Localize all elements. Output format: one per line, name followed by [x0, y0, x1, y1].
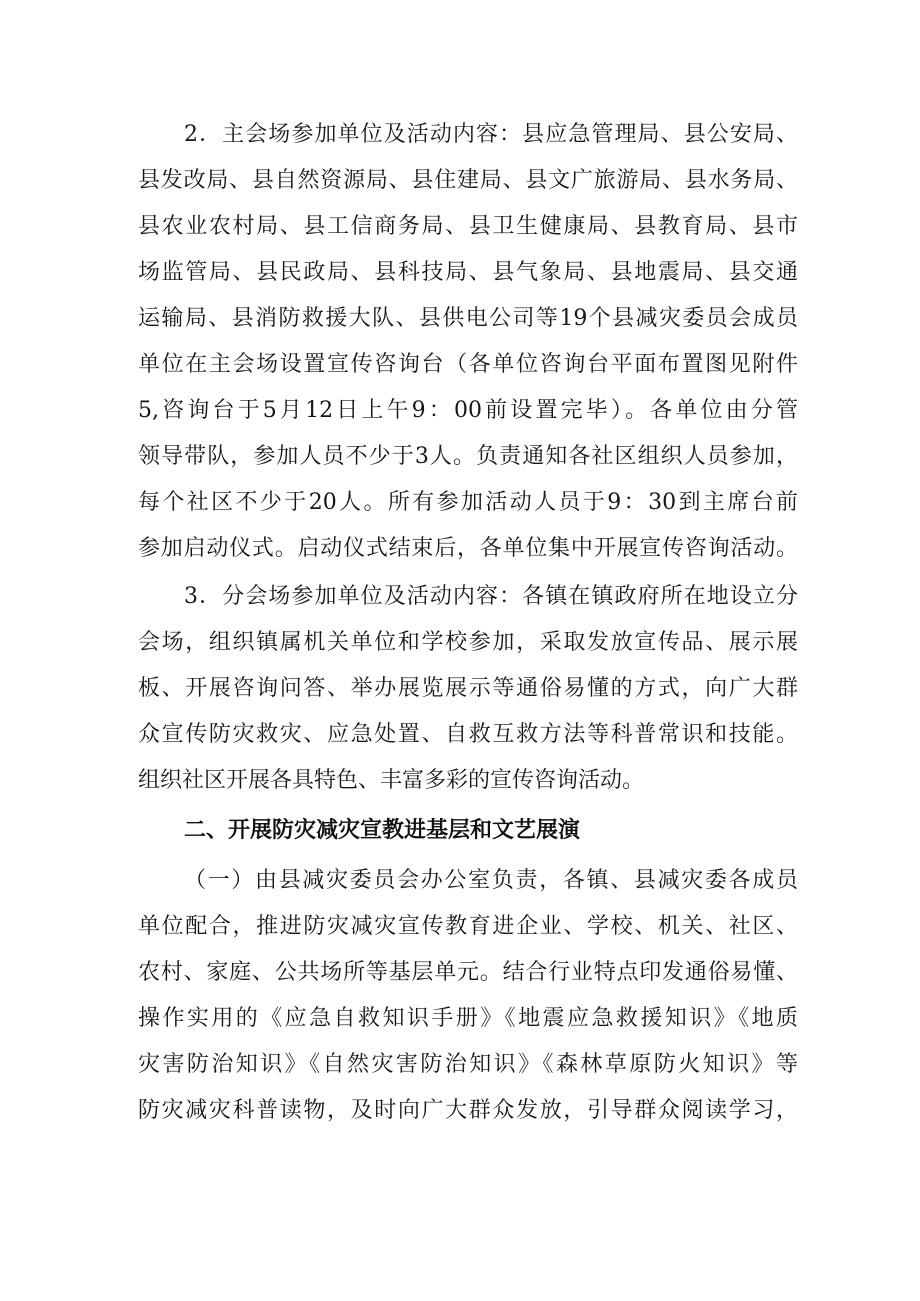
paragraph-line: 防灾减灾科普读物，及时向广大群众发放，引导群众阅读学习，: [138, 1098, 798, 1123]
paragraph-line: 众宣传防灾救灾、应急处置、自救互救方法等科普常识和技能。: [138, 722, 798, 747]
paragraph-line: 单位配合，推进防灾减灾宣传教育进企业、学校、机关、社区、: [138, 914, 798, 939]
section-heading: 二、开展防灾减灾宣教进基层和文艺展演: [184, 818, 581, 843]
paragraph-line: 组织社区开展各具特色、丰富多彩的宣传咨询活动。: [138, 768, 645, 793]
paragraph-line: 单位在主会场设置宣传咨询台（各单位咨询台平面布置图见附件: [138, 352, 798, 377]
paragraph-line: 板、开展咨询问答、举办展览展示等通俗易懂的方式，向广大群: [138, 676, 798, 701]
paragraph-line: 县农业农村局、县工信商务局、县卫生健康局、县教育局、县市: [138, 214, 798, 239]
paragraph-line: 操作实用的《应急自救知识手册》《地震应急救援知识》《地质: [138, 1006, 798, 1031]
paragraph-line: 农村、家庭、公共场所等基层单元。结合行业特点印发通俗易懂、: [138, 960, 798, 985]
paragraph-line: 3．分会场参加单位及活动内容：各镇在镇政府所在地设立分: [184, 584, 798, 609]
paragraph-line: 运输局、县消防救援大队、县供电公司等19个县减灾委员会成员: [138, 306, 798, 331]
paragraph-line: 县发改局、县自然资源局、县住建局、县文广旅游局、县水务局、: [138, 168, 798, 193]
paragraph-line: 场监管局、县民政局、县科技局、县气象局、县地震局、县交通: [138, 260, 798, 285]
paragraph-line: 每个社区不少于20人。所有参加活动人员于9：30到主席台前: [138, 490, 798, 515]
paragraph-line: （一）由县减灾委员会办公室负责，各镇、县减灾委各成员: [184, 868, 798, 893]
paragraph-line: 参加启动仪式。启动仪式结束后，各单位集中开展宣传咨询活动。: [138, 536, 798, 561]
paragraph-line: 2．主会场参加单位及活动内容：县应急管理局、县公安局、: [184, 122, 798, 147]
paragraph-line: 灾害防治知识》《自然灾害防治知识》《森林草原防火知识》等: [138, 1052, 798, 1077]
paragraph-line: 5,咨询台于5月12日上午9：00前设置完毕）。各单位由分管: [138, 398, 798, 423]
paragraph-line: 会场，组织镇属机关单位和学校参加，采取发放宣传品、展示展: [138, 630, 798, 655]
paragraph-line: 领导带队，参加人员不少于3人。负责通知各社区组织人员参加，: [138, 444, 798, 469]
